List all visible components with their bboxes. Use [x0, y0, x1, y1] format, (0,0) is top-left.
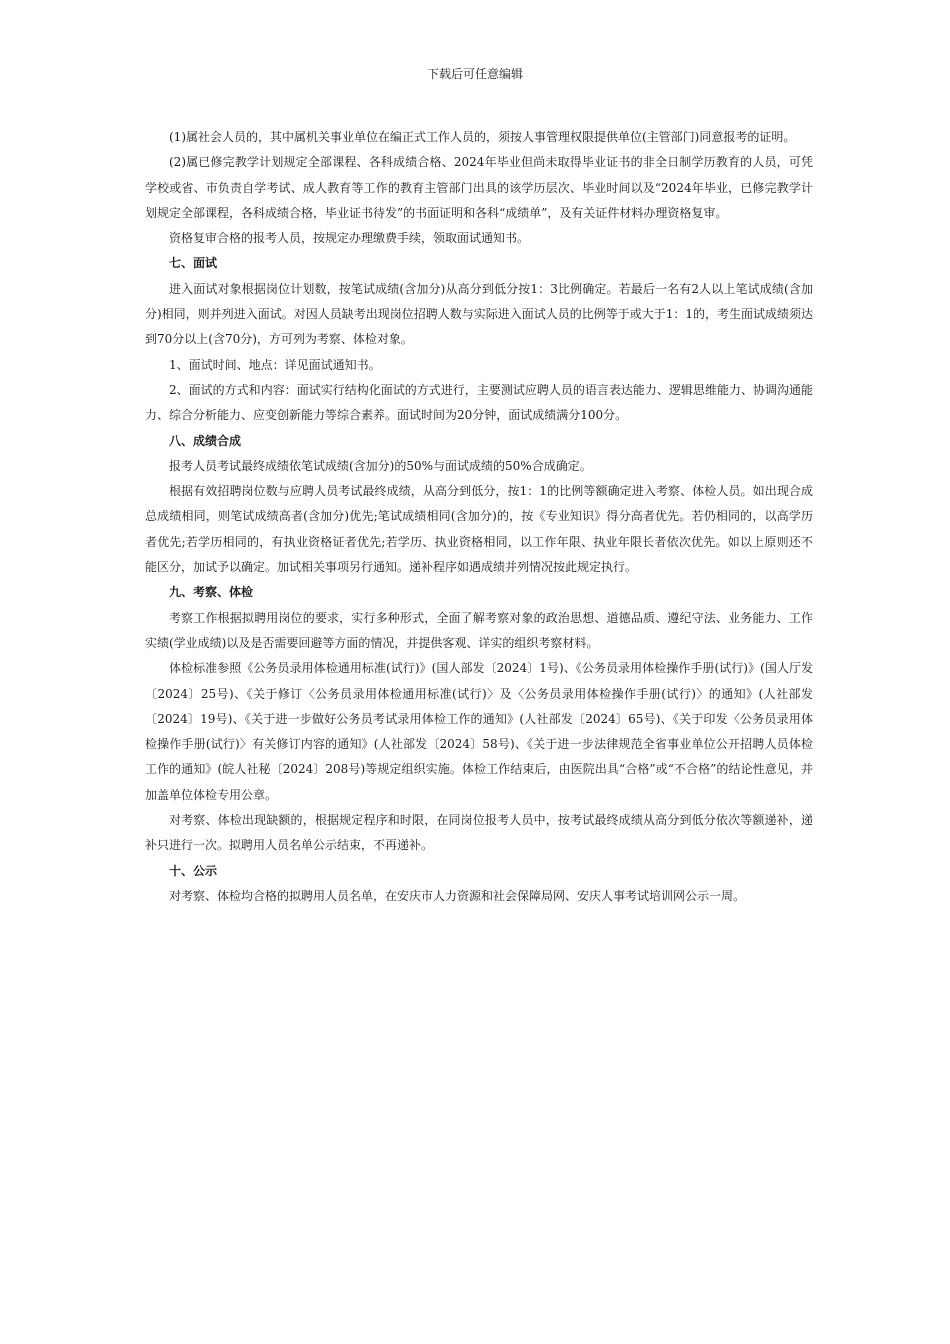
paragraph: 报考人员考试最终成绩依笔试成绩(含加分)的50%与面试成绩的50%合成确定。: [169, 458, 592, 473]
paragraph: (1)属社会人员的，其中属机关事业单位在编正式工作人员的，须按人事管理权限提供单位(主管部门)同意报考的证明。: [169, 130, 796, 144]
paragraph: 资格复审合格的报考人员，按规定办理缴费手续，领取面试通知书。: [169, 231, 530, 246]
paragraph: (2)属已修完教学计划规定全部课程、各科成绩合格、2024年毕业但尚未取得毕业证书的非全日制学历教育的人员，可凭学校或省、市负责自学考试、成人教育等工作的教育主管部门出具的该学历层次、毕业时间以及“2024年毕业，已修完教学计划规定全部课程，各科成绩合格，毕业证书待发”的书面证明和各科“成绩单”，及有关证件材料办理资格复审。: [145, 155, 813, 220]
section-heading: 八、成绩合成: [169, 433, 242, 448]
paragraph: 2、面试的方式和内容：面试实行结构化面试的方式进行，主要测试应聘人员的语言表达能力、逻辑思维能力、协调沟通能力、综合分析能力、应变创新能力等综合素养。面试时间为20分钟，面试成绩满分100分。: [145, 382, 813, 423]
paragraph: 体检标准参照《公务员录用体检通用标准(试行)》(国人部发〔2024〕1号)、《公务员录用体检操作手册(试行)》(国人厅发〔2024〕25号)、《关于修订〈公务员录用体检通用标准(试行)〉及〈公务员录用体检操作手册(试行)〉的通知》(人社部发〔2024〕19号)、《关于进一步做好公务员考试录用体检工作的通知》(人社部发〔2024〕65号)、《关于印发〈公务员录用体检操作手册(试行)〉有关修订内容的通知》(人社部发〔2024〕58号)、《关于进一步法律规范全省事业单位公开招聘人员体检工作的通知》(皖人社秘〔2024〕208号)等规定组织实施。体检工作结束后，由医院出具“合格”或“不合格”的结论性意见，并加盖单位体检专用公章。: [145, 661, 813, 802]
section-heading: 七、面试: [169, 256, 218, 271]
paragraph: 根据有效招聘岗位数与应聘人员考试最终成绩，从高分到低分，按1：1的比例等额确定进入考察、体检人员。如出现合成总成绩相同，则笔试成绩高者(含加分)优先;笔试成绩相同(含加分)的，按《专业知识》得分高者优先。若仍相同的，以高学历者优先;若学历相同的，有执业资格证者优先;若学历、执业资格相同，以工作年限、执业年限长者依次优先。如以上原则还不能区分，加试予以确定。加试相关事项另行通知。递补程序如遇成绩并列情况按此规定执行。: [145, 484, 813, 575]
paragraph: 对考察、体检出现缺额的，根据规定程序和时限，在同岗位报考人员中，按考试最终成绩从高分到低分依次等额递补，递补只进行一次。拟聘用人员名单公示结束，不再递补。: [145, 813, 813, 853]
section-heading: 十、公示: [169, 863, 218, 878]
paragraph: 考察工作根据拟聘用岗位的要求，实行多种形式，全面了解考察对象的政治思想、道德品质、遵纪守法、业务能力、工作实绩(学业成绩)以及是否需要回避等方面的情况，并提供客观、详实的组织考察材料。: [145, 610, 813, 650]
document-body: [145, 125, 813, 909]
paragraph: 对考察、体检均合格的拟聘用人员名单，在安庆市人力资源和社会保障局网、安庆人事考试培训网公示一周。: [169, 888, 746, 903]
page-header: 下载后可任意编辑: [426, 67, 523, 81]
paragraph: 1、面试时间、地点：详见面试通知书。: [169, 357, 381, 372]
section-heading: 九、考察、体检: [169, 585, 254, 600]
paragraph: 进入面试对象根据岗位计划数，按笔试成绩(含加分)从高分到低分按1：3比例确定。若最后一名有2人以上笔试成绩(含加分)相同，则并列进入面试。对因人员缺考出现岗位招聘人数与实际进入面试人员的比例等于或大于1：1的，考生面试成绩须达到70分以上(含70分)，方可列为考察、体检对象。: [145, 281, 813, 347]
